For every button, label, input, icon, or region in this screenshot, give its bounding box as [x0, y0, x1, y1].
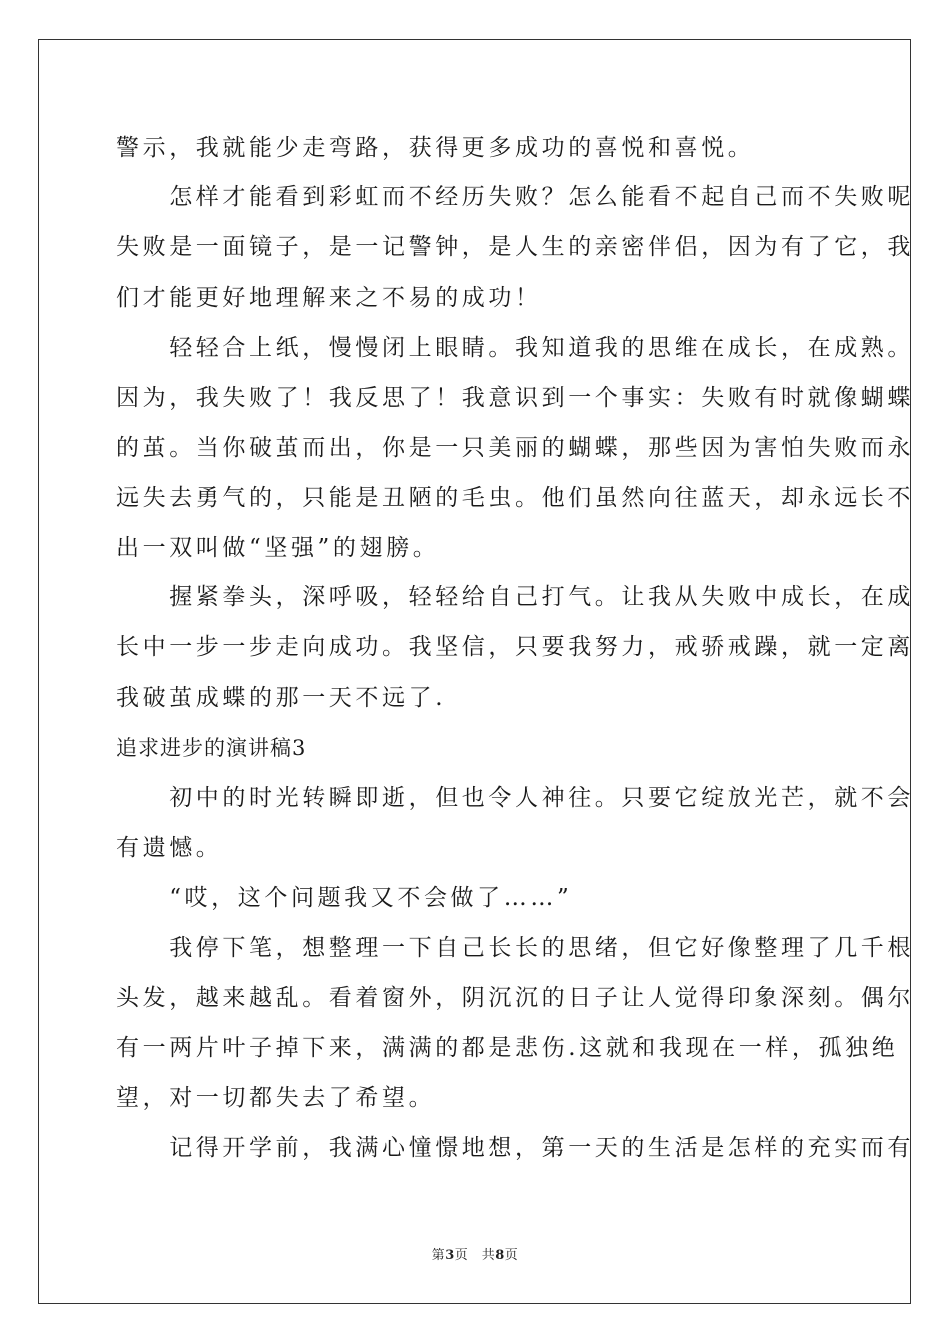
text-line: 们才能更好地理解来之不易的成功！ — [116, 285, 542, 311]
text-line: 远失去勇气的，只能是丑陋的毛虫。他们虽然向往蓝天，却永远长不 — [116, 485, 914, 511]
text-line: 长中一步一步走向成功。我坚信，只要我努力，戒骄戒躁，就一定离 — [116, 634, 914, 660]
text-line: 的茧。当你破茧而出，你是一只美丽的蝴蝶，那些因为害怕失败而永 — [116, 435, 914, 461]
text-line: 出一双叫做“坚强”的翅膀。 — [116, 535, 440, 561]
footer-prefix: 第 — [431, 1248, 446, 1263]
footer-mid: 页 共 — [454, 1248, 496, 1263]
text-line: 记得开学前，我满心憧憬地想，第一天的生活是怎样的充实而有 — [116, 1135, 914, 1161]
text-line: 头发，越来越乱。看着窗外，阴沉沉的日子让人觉得印象深刻。偶尔 — [116, 985, 914, 1011]
text-line: 有遗憾。 — [116, 835, 223, 861]
text-line: 失败是一面镜子，是一记警钟，是人生的亲密伴侣，因为有了它，我 — [116, 234, 914, 260]
text-line: 我破茧成蝶的那一天不远了. — [116, 685, 447, 711]
text-line: 有一两片叶子掉下来，满满的都是悲伤.这就和我现在一样，孤独绝 — [116, 1035, 899, 1061]
text-line: 初中的时光转瞬即逝，但也令人神往。只要它绽放光芒，就不会 — [116, 785, 914, 811]
text-line: 我停下笔，想整理一下自己长长的思绪，但它好像整理了几千根 — [116, 935, 914, 961]
page-footer — [0, 1244, 950, 1263]
footer-suffix: 页 — [504, 1248, 519, 1263]
section-heading: 追求进步的演讲稿3 — [116, 736, 307, 760]
text-line: 轻轻合上纸，慢慢闭上眼睛。我知道我的思维在成长，在成熟。 — [116, 335, 914, 361]
current-page-number: 3 — [445, 1248, 455, 1263]
text-line: 因为，我失败了！我反思了！我意识到一个事实：失败有时就像蝴蝶 — [116, 385, 914, 411]
text-line: 握紧拳头，深呼吸，轻轻给自己打气。让我从失败中成长，在成 — [116, 584, 914, 610]
text-line: “哎，这个问题我又不会做了……” — [116, 885, 573, 911]
total-page-count: 8 — [495, 1248, 505, 1263]
text-line: 怎样才能看到彩虹而不经历失败？怎么能看不起自己而不失败呢 — [116, 184, 914, 210]
text-line: 望，对一切都失去了希望。 — [116, 1085, 436, 1111]
text-line: 警示，我就能少走弯路，获得更多成功的喜悦和喜悦。 — [116, 135, 755, 161]
